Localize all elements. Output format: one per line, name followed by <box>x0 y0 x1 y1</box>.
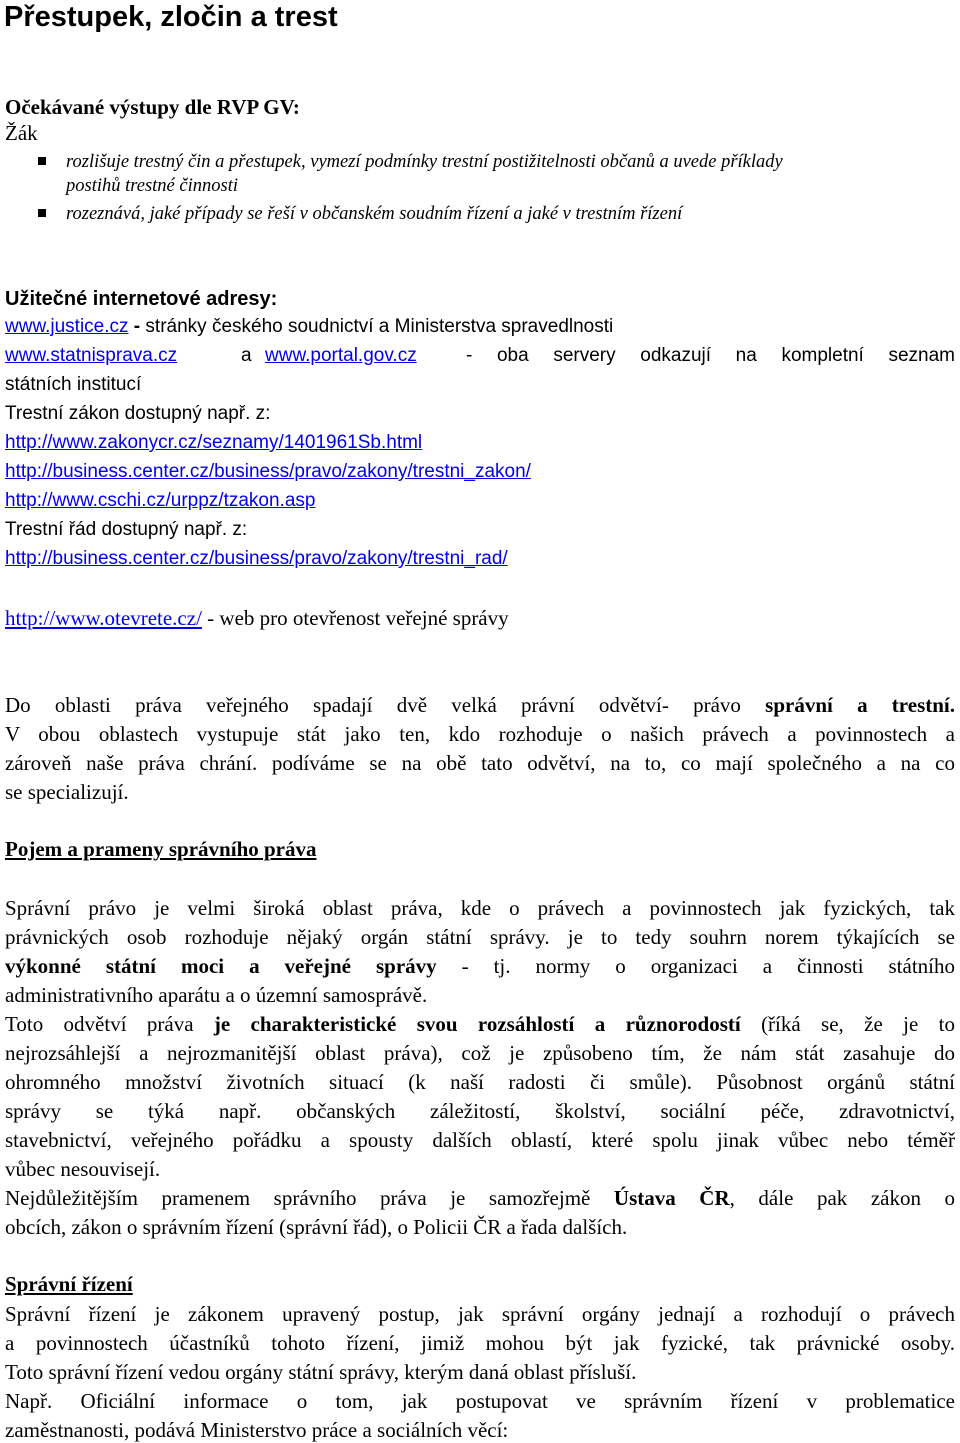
zakon-link-3[interactable]: http://www.cschi.cz/urppz/tzakon.asp <box>5 490 316 511</box>
rvp-bullet-1-line-1: rozlišuje trestný čin a přestupek, vymezí podmínky trestní postižitelnosti občanů a uvede příklady <box>66 152 783 172</box>
statnisprava-link-wrap <box>5 345 177 367</box>
section-heading-spravni-pravo: Pojem a prameny správního práva <box>5 837 317 861</box>
s1-p3-line-1-bold: Ústava ČR <box>613 1186 730 1210</box>
otevrete-link[interactable]: http://www.otevrete.cz/ <box>5 606 202 630</box>
intro-line-3: zároveň naše práva chrání. podíváme se na obě tato odvětví, na to, co mají společného a na co <box>5 751 955 775</box>
intro-line-1-text: Do oblasti práva veřejného spadají dvě velká právní odvětví- právo <box>5 693 741 717</box>
s2-line-1: Správní řízení je zákonem upravený postup, jak správní orgány jednají a rozhodují o právech <box>5 1302 955 1326</box>
s1-p2-line-1 <box>5 1011 955 1037</box>
s1-p3-line-1 <box>5 1185 955 1211</box>
addresses-heading: Užitečné internetové adresy: <box>5 288 278 310</box>
s1-p2-line-1-bold: je charakteristické svou rozsáhlostí a různorodostí <box>213 1012 741 1036</box>
statnisprava-link[interactable]: www.statnisprava.cz <box>5 345 178 366</box>
rad-link-wrap <box>5 548 508 570</box>
s1-p2-line-1-a: Toto odvětví práva <box>5 1012 194 1036</box>
s1-p2-line-5: stavebnictví, veřejného pořádku a spousty dalších oblastí, které spolu jinak vůbec nebo téměř <box>5 1128 955 1152</box>
s1-p1-line-2: právnických osob rozhoduje nějaký orgán státní správy. je to tedy souhrn norem týkajících se <box>5 925 955 949</box>
portal-description-cont: státních institucí <box>5 374 142 395</box>
portal-link[interactable]: www.portal.gov.cz <box>265 345 417 366</box>
and-text: a <box>241 345 252 366</box>
s1-p1-line-3-bold: výkonné státní moci a veřejné správy <box>5 954 437 978</box>
s1-p3-line-2: obcích, zákon o správním řízení (správní řád), o Policii ČR a řada dalších. <box>5 1215 628 1239</box>
bullet-icon <box>38 157 46 165</box>
portal-link-wrap <box>265 345 417 367</box>
s2-line-2: a povinnostech účastníků tohoto řízení, jimiž mohou být jak fyzické, tak právnické osoby. <box>5 1331 955 1355</box>
justice-link[interactable]: www.justice.cz <box>5 316 129 337</box>
s1-p1-line-1: Správní právo je velmi široká oblast práva, kde o právech a povinnostech jak fyzických, tak <box>5 896 955 920</box>
trestni-rad-label: Trestní řád dostupný např. z: <box>5 519 248 540</box>
zakon-link-2[interactable]: http://business.center.cz/business/pravo/zakony/trestni_zakon/ <box>5 461 531 482</box>
rvp-bullet-1-line-2: postihů trestné činnosti <box>66 176 238 196</box>
s1-p2-line-2: nejrozsáhlejší a nejrozmanitější oblast práva), což je způsobeno tím, že nám stát zasahuje do <box>5 1041 955 1065</box>
s2-line-4: Např. Oficiální informace o tom, jak postupovat ve správním řízení v problematice <box>5 1389 955 1413</box>
page-title: Přestupek, zločin a trest <box>4 1 338 33</box>
intro-line-4: se specializují. <box>5 780 129 804</box>
s1-p2-line-1-c: (říká se, že je to <box>761 1012 955 1036</box>
section-heading-spravni-rizeni: Správní řízení <box>5 1272 133 1296</box>
s1-p2-line-4: správy se týká např. občanských záležitostí, školství, sociální péče, zdravotnictví, <box>5 1099 955 1123</box>
rvp-bullet-2: rozeznává, jaké případy se řeší v občanském soudním řízení a jaké v trestním řízení <box>66 204 683 224</box>
intro-line-2: V obou oblastech vystupuje stát jako ten, kdo rozhoduje o našich právech a povinnostech a <box>5 722 955 746</box>
rvp-subject: Žák <box>5 121 38 145</box>
otevrete-description: - web pro otevřenost veřejné správy <box>201 606 509 630</box>
s1-p1-line-3-text: - tj. normy o organizaci a činnosti státního <box>461 954 955 978</box>
zakon-link-1[interactable]: http://www.zakonycr.cz/seznamy/1401961Sb.html <box>5 432 423 453</box>
intro-line-1 <box>5 692 955 718</box>
s1-p2-line-6: vůbec nesouvisejí. <box>5 1157 161 1181</box>
justice-description: stránky českého soudnictví a Ministerstva spravedlnosti <box>145 316 614 337</box>
trestni-rad-link[interactable]: http://business.center.cz/business/pravo/zakony/trestni_rad/ <box>5 548 508 569</box>
zakon-link-2-wrap <box>5 461 531 483</box>
rvp-heading: Očekávané výstupy dle RVP GV: <box>5 95 300 119</box>
s1-p3-line-1-a: Nejdůležitějším pramenem správního práva je samozřejmě <box>5 1186 591 1210</box>
intro-line-1-bold: správní a trestní. <box>765 693 955 717</box>
s1-p1-line-3 <box>5 953 955 979</box>
s2-line-5: zaměstnanosti, podává Ministerstvo práce a sociálních věcí: <box>5 1418 509 1442</box>
justice-dash: - <box>128 316 146 337</box>
zakon-link-3-wrap <box>5 490 315 512</box>
s1-p1-line-4: administrativního aparátu a o územní samosprávě. <box>5 983 428 1007</box>
justice-line <box>5 316 613 338</box>
s1-p3-line-1-c: , dále pak zákon o <box>729 1186 955 1210</box>
trestni-zakon-label: Trestní zákon dostupný např. z: <box>5 403 271 424</box>
s1-p2-line-3: ohromného množství životních situací (k naší radosti či smůle). Působnost orgánů státní <box>5 1070 955 1094</box>
s2-line-3: Toto správní řízení vedou orgány státní správy, kterým daná oblast přísluší. <box>5 1360 637 1384</box>
portal-description: - oba servery odkazují na kompletní seznam <box>466 345 955 366</box>
zakon-link-1-wrap <box>5 432 422 454</box>
bullet-icon <box>38 209 46 217</box>
otevrete-line <box>5 605 509 631</box>
